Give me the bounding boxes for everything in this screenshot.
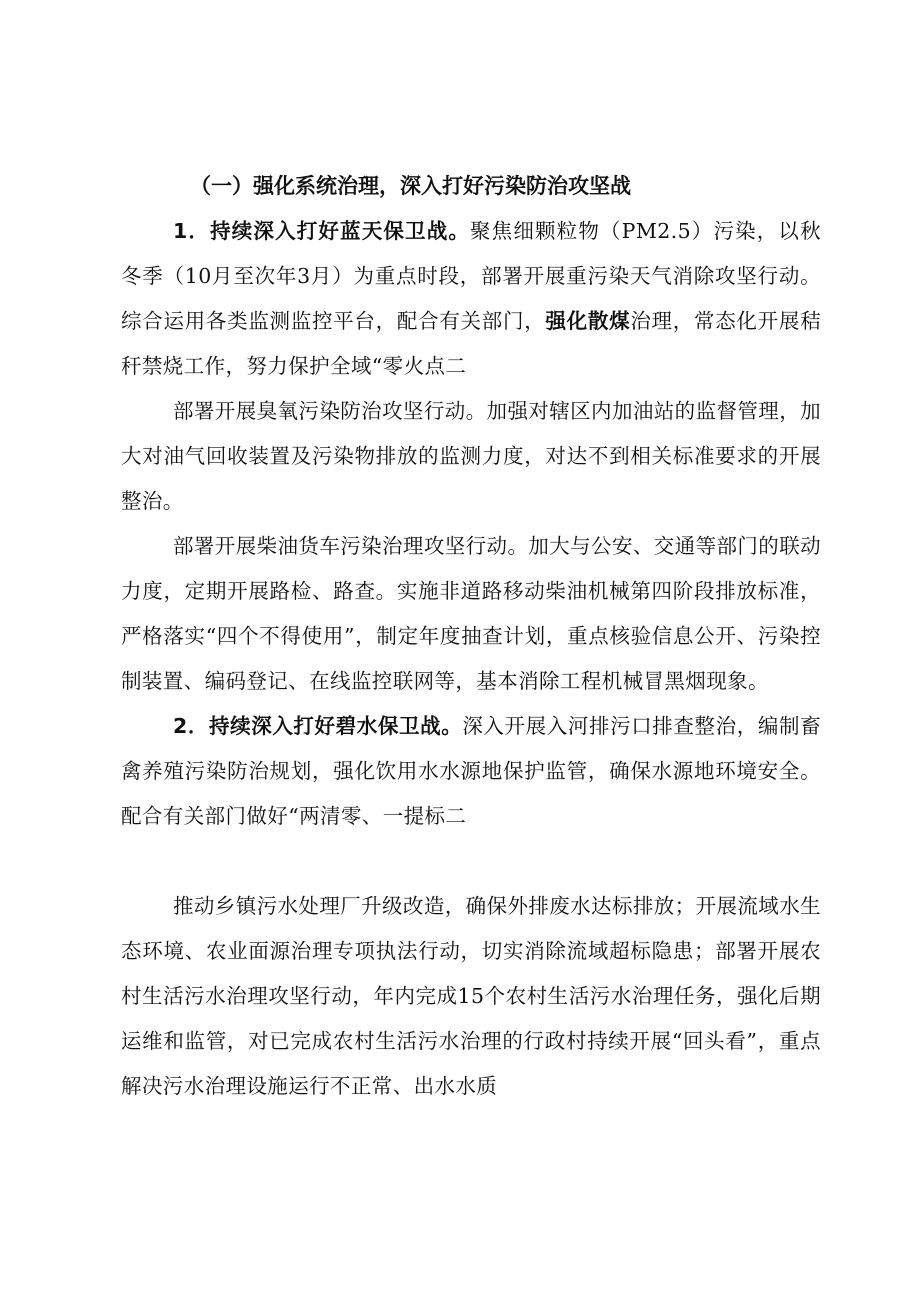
paragraph-clear-water xyxy=(121,704,821,839)
paragraph-lead-blue-sky: 1．持续深入打好蓝天保卫战。 xyxy=(173,219,471,243)
paragraph-sewage-treatment: 推动乡镇污水处理厂升级改造，确保外排废水达标排放；开展流域水生态环境、农业面源治理专项执法行动，切实消除流域超标隐患；部署开展农村生活污水治理攻坚行动，年内完成15个农村生活污水治理任务，强化后期运维和监管，对已完成农村生活污水治理的行政村持续开展“回头看”，重点解决污水治理设施运行不正常、出水水质 xyxy=(121,894,821,1098)
paragraph-text: 深入开展入河排污口排查整治，编制畜禽养殖污染防治规划，强化饮用水水源地保护监管，确保水源地环境安全。配合有关部门做好“两清零、一提标二 xyxy=(121,714,821,828)
emphasis-text: 强化散煤 xyxy=(545,309,631,333)
section-heading: （一）强化系统治理，深入打好污染防治攻坚战 xyxy=(190,174,631,198)
paragraph-ozone: 部署开展臭氧污染防治攻坚行动。加强对辖区内加油站的监督管理，加大对油气回收装置及污染物排放的监测力度，对达不到相关标准要求的开展整治。 xyxy=(121,399,821,513)
paragraph-text: 治理，常态化开展秸秆禁烧工作，努力保护全域“零火点二 xyxy=(121,309,821,378)
paragraph-lead-clear-water: 2．持续深入打好碧水保卫战。 xyxy=(173,714,463,738)
paragraph-blue-sky xyxy=(121,209,821,389)
paragraph-text: 聚焦细颗粒物（PM2.5）污染，以秋冬季（10月至次年3月）为重点时段，部署开展重污染天气消除攻坚行动。综合运用各类监测监控平台，配合有关部门， xyxy=(121,219,821,333)
paragraph-diesel-trucks: 部署开展柴油货车污染治理攻坚行动。加大与公安、交通等部门的联动力度，定期开展路检、路查。实施非道路移动柴油机械第四阶段排放标准，严格落实“四个不得使用”，制定年度抽查计划，重点核验信息公开、污染控制装置、编码登记、在线监控联网等，基本消除工程机械冒黑烟现象。 xyxy=(121,534,821,693)
